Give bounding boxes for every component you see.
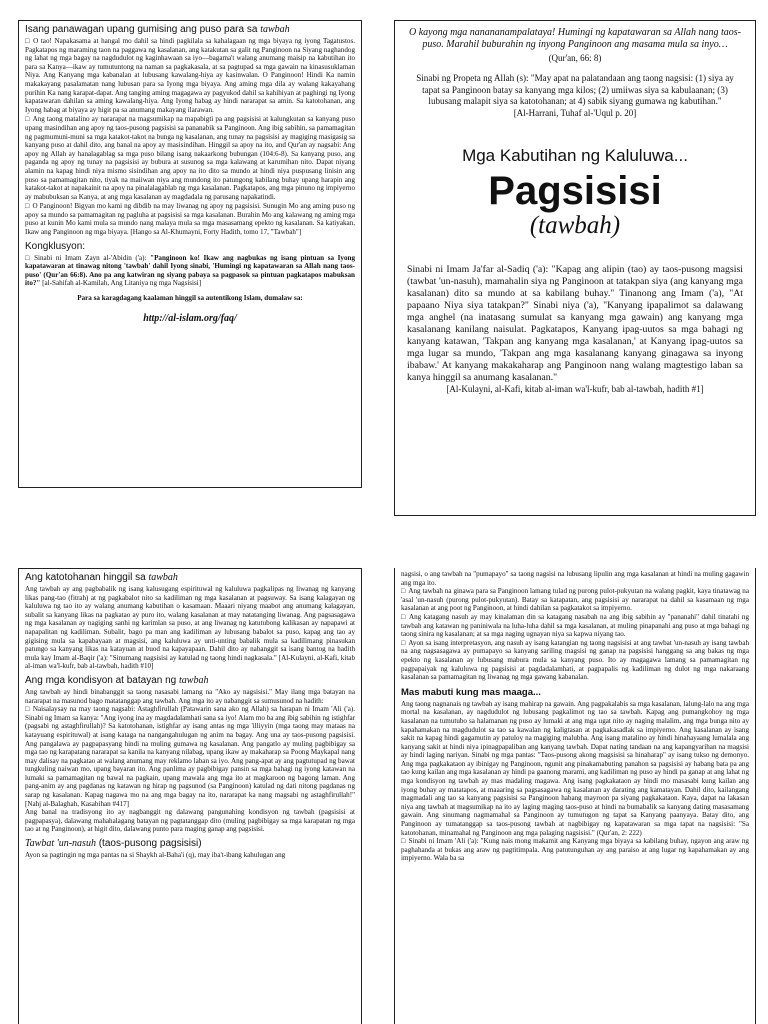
conclusion-text	[25, 254, 355, 288]
section-heading	[25, 24, 355, 35]
paragraph: Ang banal na tradisyong ito ay nagbanggit ng dalawang pangunahing kondisyon ng tawbah (pagsisisi at pagpapasya), dalawang mahahalagang batayan ng pagtatanggap dito (muling pagbibigay sa mga karapatan ng mga tao at ng Panginoon), at higit dito, dalawang punto para maging ganap ang pagsisisi.	[25, 808, 355, 834]
section-heading: Mas mabuti kung mas maaga...	[401, 686, 541, 698]
panel-the-sooner-the-better	[394, 568, 756, 1024]
paragraph: Ang tawbah ay ang pagbabalik ng isang kalusugang espirituwal ng kaluluwa pagkalipas ng liwanag ng kanyang likas pang-tao (fitrah) at ng pagkabalot nito sa kadiliman ng mga kasalanan at pagsuway. Sa isang kalagayan ng kaluluwa ng tao ito ay walang anumang kabutihan o kasamaan. Maaari niyang maabot ang anumang kalagayan, subalit sa kanyang likas na pagkatao ay puro ito, walang kasalanan at may natatanging liwanag. Ang pagsasagawa ng mga kasalanan ay nagiging sanhi ng karimlan sa puso, at ang liwanag ng katutubong kalikasan ay napapawi at napapalitan ng kadiliman. Subalit, bago pa man ang kadiliman ay lubusang babalot sa puso, kapag ang tao ay gigising mula sa kapabayaan at magsisi, ang kaluluwa ay unti-unting babalik mula sa kadilimang pinasukan patungo sa kanyang likas na katayuan at buod na kapayapaan. Dahil dito ay nabanggit sa isang bantog na hadith mula kay Imam al-Baqir ('a): "Sinumang nagsisisi ay katulad ng taong hindi nagkasala." [Al-Kulayni, al-Kafi, kitab al-iman wa'l-kufr, bab al-tawbah, hadith #10]	[25, 585, 355, 671]
title-transliteration: (tawbah)	[529, 211, 621, 239]
section-heading: Tawbat 'un-nasuh (taos-pusong pagsisisi)	[25, 838, 202, 850]
paragraph: □ Naisalaysay na may taong nagsabi: Astaghfirullah (Patawarin sana ako ng Allah) sa harapan ni Imam 'Ali ('a). Sinabi ng Imam sa kanya: "Ang iyong ina ay magdadalamhati sana sa iyo! Alam mo ba ang ibig sabihin ng istighfar (pagsabi ng astaghfirullah)? Sa katotohanan, istighfar ay isang antas ng mga 'illiyyin (mga taong may mataas na katayuang espirituwal) at isang kataga na nangangahulugan ng anim na bagay. Ang una ay taos-pusong pagsisisi. Ang pangalawa ay pagpapasyang hindi na muling gumawa ng kasalanan. Ang pangatlo ay muling pagbibigay sa mga tao ng karapatang nararapat sa kanila na kanyang nilabag, upang ikaw ay makaharap sa Poong Maykapal nang may dalisay na pagkatao at walang anumang may reklamo laban sa iyo. Ang pang-apat ay ang pagtutupad ng bawat tungkuling naiwan mo, upang bayaran ito. Ang panlima ay pagbibigay pansin sa mga bahagi ng iyong katawan na lumaki sa pamamagitan ng bawal na pagkain, upang mawala ang mga ito at magkaroon ng bagong laman. Ang pang-anim ay ang pagdanas ng katawan ng hirap ng pagsunod (sa Panginoon) katulad ng dati nitong pagdanas ng sarap ng kasalanan. Kapag nagawa mo na ang mga bagay na ito, nararapat ka nang magsabi ng astaghfirullah!" [Nahj al-Balaghah, Kasabihan #417]	[25, 705, 355, 808]
section-heading: Ang mga kondisyon at batayan ng tawbah	[25, 674, 209, 686]
paragraph: □ O Panginoon! Bigyan mo kami ng dibdib na may liwanag ng apoy ng pagsisisi. Sunugin Mo ang aming puso ng apoy sa mundo sa pamamagitan ng pagluha at pagsisisi sa mga kasalanan. Burahin Mo ang kalawang ng aming mga puso at kunin Mo kami mula sa mundo nang malaya mula sa mga masasamang epekto ng kasalanan. Sa katiyakan, Ikaw ang Panginoon ng mga biyaya. [Hango sa Al-Khumayni, Forty Hadith, tomo 17, "Tawbah"]	[25, 202, 355, 236]
paragraph: Ayon sa pagtingin ng mga pantas na si Shaykh al-Baha'i (q), may iba't-ibang kahulugan ang	[25, 851, 286, 860]
quran-quote: O kayong mga nanananampalataya! Humingi ng kapatawaran sa Allah nang taos-puso. Marahil buburahin ng inyong Panginoon ang masama mula sa inyo…	[408, 27, 742, 50]
paragraph: Ang tawbah ay hindi binabanggit sa taong nasasabi lamang na "Ako ay nagsisisi." May ilang mga batayan na nararapat na masunod bago matatanggap ang tawbah. Ang mga ito ay nabanggit sa sumusunod na hadith:	[25, 687, 355, 705]
conclusion-quote: "Panginoon ko! Ikaw ang nagbukas ng isang pintuan sa Iyong kapatawaran at tinawag nitong 'tawbah' dahil Iyong sinabi, 'Humingi ng kapatawaran sa Allah nang taos-puso' (Qur'an 66:8). Ano pa ang katwiran ng siyang pabaya sa pagpasok sa pintuan pagkatapos mabuksan ito?"	[25, 253, 355, 288]
paragraph: □ Ayon sa isang interpretasyon, ang nasuh ay isang katangian ng taong nagsisisi at ang tawbat 'un-nasuh ay isang tawbah na ang nagsasagawa ay pumapayo sa kanyang sariling magsisi ng ganap na pagsisisi hanggang sa ang bakas ng mga epekto ng kasalanan ay lubusang mabura mula sa kanyang puso. Ito ay magagawa lamang sa pamamagitan ng pagpapaiyak ng kaluluwa ng pagsisisi at pagdadalamhati, at pagpapalis ng kadiliman ng dulot ng mga nakaraang kasalanan sa pamamagitan ng liwanag ng mga gawang kabanalan.	[401, 639, 749, 682]
conclusion-ref: [al-Sahifah al-Kamilah, Ang Litaniya ng mga Nagsisisi]	[40, 279, 202, 288]
heading-italic: tawbah	[260, 24, 290, 35]
paragraph: nagsisi, o ang tawbah na "pumapayo" sa taong nagsisi na lubusang lipulin ang mga kasalanan at hindi na muling gagawin ang mga ito.	[401, 570, 749, 587]
conclusion-heading: Kongklusyon:	[25, 240, 86, 252]
paragraph: □ Sinabi ni Imam 'Ali ('a): "Kung nais mong makamit ang Kanyang mga biyaya sa kabilang buhay, ngayon ang araw ng paghahanda at bukas ang araw ng pagtitimpala. Ang patutunguhan ay ang paraiso at ang lugar ng kapahamakan ay ang impiyerno. Wala ba sa	[401, 837, 749, 863]
paragraph: □ Ang katagang nasuh ay may kinalaman din sa katagang nasabah na ang ibig sabihin ay "pananahi" dahil tinatahi ng tawbah ang katawan ng paniniwala na luha-luha dahil sa mga kasalanan, at muling pinapanahi ang puso at mga bahagi ng taong sinira ng kasalanan; at sa mga naging ugnayan niya sa kapwa niyang tao.	[401, 613, 749, 639]
paragraph: □ Ang tawbah na ginawa para sa Panginoon lamang tulad ng purong pulot-pukyutan na walang pagkit, kaya tinatawag na 'asal 'un-nasuh (purong pulot-pukyutan). Batay sa katapatan, ang pagsisisi ay nararapat na dahil sa kasamaan ng mga kasalanan at ang poot ng Panginoon, at hindi dahilan sa pagkatakot sa impiyerno.	[401, 587, 749, 613]
series-subtitle: Mga Kabutihan ng Kaluluwa...	[462, 145, 688, 165]
panel-call-to-awaken	[18, 20, 362, 488]
main-title: Pagsisisi	[488, 168, 662, 213]
saying-ref: [Al-Harrani, Tuhaf al-'Uqul p. 20]	[513, 107, 637, 118]
more-info-text: Para sa karagdagang kaalaman hinggil sa autentikong Islam, dumalaw sa:	[77, 294, 303, 303]
heading-text: Isang panawagan upang gumising ang puso para sa	[25, 24, 261, 35]
conclusion-intro: Sinabi ni Imam Zayn al-'Abidin ('a):	[34, 253, 151, 262]
prophet-saying: Sinabi ng Propeta ng Allah (s): "May apat na palatandaan ang taong nagsisi: (1) siya ay tapat sa Panginoon batay sa kanyang mga kilos; (2) umiiwas siya sa kabulaanan; (3) lubusang malapit siya sa katotohanan; at 4) sabik siyang gumawa ng kabutihan."	[416, 73, 734, 106]
hadith-ref: [Al-Kulayni, al-Kafi, kitab al-iman wa'l-kufr, bab al-tawbah, hadith #1]	[446, 384, 704, 395]
panel-truth-about-tawbah	[18, 568, 362, 1024]
website-link[interactable]: http://al-islam.org/faq/	[143, 312, 237, 324]
section-heading: Ang katotohanan hinggil sa tawbah	[25, 572, 178, 583]
imam-hadith: Sinabi ni Imam Ja'far al-Sadiq ('a): "Kapag ang alipin (tao) ay taos-pusong magsisi (tawbat 'un-nasuh), mamahalin siya ng Panginoon at tatakpan siya (ang kanyang mga kasalanan) dito sa mundo at sa kabilang buhay." Tinanong ang Imam ('a), "At papaano Niya siya tatakpan?" Sinabi niya ('a), "Kanyang ipapalimot sa dalawang mga anghel (na inatasang sumulat sa kanyang mga gawain) ang kanyang mga kasalanang kanilang naisulat. Pagkatapos, Kanyang ipag-uutos sa mga bahagi ng kanyang katawan, 'Takpan ang kanyang mga kasalanan,' at Kanyang ipag-uutos sa mga lugar sa mundo, 'Takpan ang mga kasalanang kanyang ginagawa sa inyong ibabaw.' At kanyang makakaharap ang Panginoon nang walang magtestigo laban sa kanya hinggil sa anumang kasalanan."	[407, 263, 743, 384]
paragraph: □ Ang taong matalino ay nararapat na magsumikap na mapabigti pa ang pagsisisi at kalungkutan sa kanyang puso upang masindihan ang apoy ng taos-pusong pagsisisi sa pananabik sa Panginoon. Ang ibig sabihin, sa pamamagitan ng pagmumuni-muni sa mga katakot-takot na bunga ng kasalanan, ang tunay na pagsisisi ay magiging masigasig sa kanyang puso at dahil dito, ang banal na apoy ay masisindihan. Hinggil sa apoy na ito, and Qur'an ay nagsabi: Ang apoy ng Allah ay hanalagablag sa mga puso bilang isang nakaarkong bubungan (104:6-8). Sa kanyang puso, ang paganda ng apoy ng tunay na pagsisisi ay bubura at susunog sa mga kalawang at karumihan nito. Dapat niyang alamin na kapag hindi niya mismo sisindihan ang apoy na ito dito sa mundo at hindi niya puspusang linisin ang puso sa pamamagitan nito, tiyak na maiiwan niya ang mundong ito patungong kabilang buhay upang harapin ang katakot-takot at napakainit na apoy na pinalalagablab ng mga kasalanan. Pagkatapos, ang mga pinuno ng impiyerno ay mabubuksan sa Kanya, at ang mga kasalanan ay magdadala ng parusang napakatindi.	[25, 115, 355, 201]
paragraph: □ O tao! Napakasama at hangal mo dahil sa hindi pagkilala sa kahalagaan ng mga biyaya ng iyong Tagatustos. Pagkatapos ng maraming taon na paggawa ng kasalanan, ang katakutan sa galit ng Panginoon na Siyang naghandog ng lahat ng mga bagay na nagdudulot ng kaginhawaan sa iyo—bagama't walang anumang maisip na kabutihan ito para sa Kanya—ikaw ay tumutuntong na naman sa pagkakasala, at sa pagtupad sa mga gawain na kinasusuklaman Niya. Ang Kanyang mga kabanalan at lubusang kawalang-hiya ay kasinwalan. O Panginoon! Hindi Ka namin makakayang pasalamatan nang lubusan para sa Iyong mga biyaya. Ang aming mga dila ay walang kakayahang purihin Ka nang karapat-dapat. Ang tanging aming magagawa ay pagyukod dahil sa kahihiyan at paghingi ng Iyong kapatawaran dahilan sa aming kawalang-hiya. Ang Iyong habag ay hindi nararapat sa amin. Sa katotohanan, ang Iyong habag at biyaya ay higit pa sa anumang makayang ilarawan.	[25, 37, 355, 114]
body-text	[25, 37, 355, 237]
quran-ref: (Qur'an, 66: 8)	[548, 53, 602, 63]
paragraph: Ang taong nagnanais ng tawbah ay isang mahirap na gawain. Ang pagpakalabis sa mga kasalanan, lalung-lalo na ang mga mortal na kasalanan, ay nagdudulot ng lubusang pagkalimot ng tao sa tawbah. Kapag ang pumangkohoy ng mga kasalanan na tumutubo sa halamanan ng puso ay lumaki at ang mga ugat nito ay naging malalim, ang mga bunga nito ay kapahamakan na magdudulot sa tao sa kawalan ng kaligtasan at pagkakasadlak sa impiyerno. Ang kasalanan ay isang sakit na kapag hindi gagamutin ay patuloy na magiging malubha. Ang isang matalino ay hindi hinahayaang lumalala ang kanyang sakit at hindi niya ipinagpapaliban ang kanyang tawbah. Dapat nating tandaan na ang kapangyarihan na magsisi ay hindi laging nariyan. Sinabi ng mga pantas: "Taos-pusong akong magsisisi sa hinaharap" ay isang tukso ng demonyo. Ang mga pagkakataon ay ibinigay ng Panginoon, ngunit ang pinakamabuting panahon sa pagsisisi ay habang bata pa ang tao kung kailan ang mga kasalanan ay hindi pa gaanong marami, ang kadiliman ng puso ay hindi pa ganap at ang lahat ng mga kondisyon ng tawbah ay mas madaling magawa. Ang isang pagkakataon ay hindi mo masasabi kung kailan ang iyong buhay ay matatapos, at maaaring sa pagsasagawa ng kasalanan ay darating ang kamatayan. Dahil dito, kailangang magmadali ang tao sa kanyang pagsisisi sa Panginoon habang mayroon pa siyang pagkakataon. Kaya, dapat na lakasan niya ang tawbah at magsumikap na ito ay laging maging taos-puso at hindi na bumabalik sa kanyang dating masasamang gawain. Ang sinumang nagmamahal sa Panginoon ay tumutugon ng tapat sa Kanyang paanyaya. Batay dito, ang Panginoon ay tumatanggap sa taos-pusong tawbah at nagbibigay ng kapatawaran sa mga tapat na nagsisisi: "Sa katotohanan, minamahal ng Panginoon ang mga palaging nagsisisi." (Qur'an, 2: 222)	[401, 699, 749, 837]
panel-cover	[394, 20, 756, 516]
